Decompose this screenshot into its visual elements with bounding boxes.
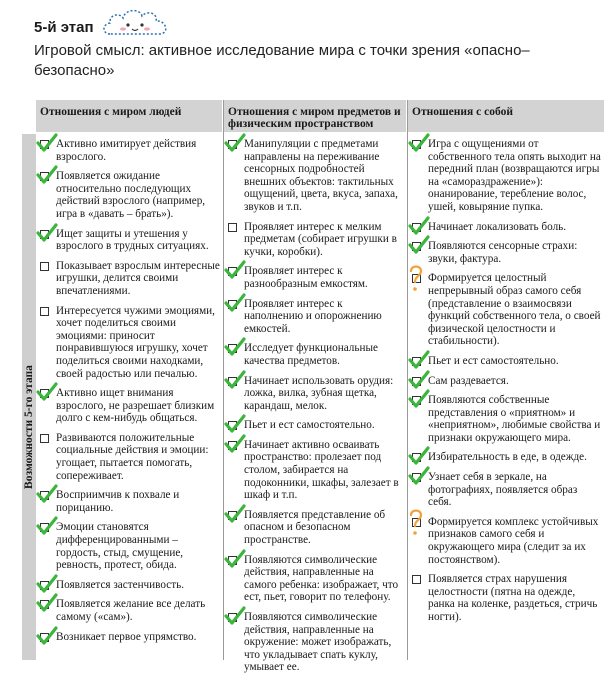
list-item: Появляется застенчивость. [40,579,220,592]
list-item: Появляется представление об опасном и безопасном пространстве. [228,509,404,547]
list-item: Начинает использовать орудия: ложка, вилка, зубная щетка, карандаш, мелок. [228,375,404,413]
cloud-icon [100,6,174,40]
list-item: Проявляет интерес к мелким предметам (собирает игрушки в кучки, коробки). [228,221,404,259]
list-item: Сам раздевается. [412,375,602,388]
list-item: Пьет и ест самостоятельно. [228,419,404,432]
stage-title: 5-й этап [34,18,94,36]
list-item: Избирательность в еде, в одежде. [412,451,602,464]
list-item: Активно ищет внимания взрослого, не разрешает близким долго с кем-нибудь общаться. [40,387,220,425]
checkmark-icon [224,336,246,358]
checkmark-icon [224,433,246,455]
checkmark-icon [36,132,58,154]
list-item: Восприимчив к похвале и порицанию. [40,489,220,514]
checkmark-icon [224,292,246,314]
list-item: Формируется целостный непрерывный образ самого себя (представление о взаимосвязи функций собственного тела, о своей физической целостности и стабильности). [412,272,602,348]
checkmark-icon [36,164,58,186]
checkmark-icon [36,381,58,403]
list-item: Появляются сенсорные страхи: звуки, фактура. [412,240,602,265]
list-item: Формируется комплекс устойчивых признаков самого себя и окружающего мира (следит за их постоянством). [412,516,602,566]
side-label-bar [22,134,36,660]
column-self [412,138,602,631]
list-item: Появляется ожидание относительно последующих действий взрослого (например, игра в «давать – брать»). [40,170,220,220]
column-objects [228,138,404,681]
stage-header [34,14,604,81]
stage-table [22,100,604,674]
checkmark-icon [224,259,246,281]
checkmark-icon [224,548,246,570]
question-mark-icon [408,264,424,294]
column-header-self: Отношения с собой [408,100,604,132]
list-item: Развиваются положительные социальные действия и эмоции: угощает, пытается помогать, сопереживает. [40,432,220,482]
column-people [40,138,220,650]
list-item: Исследует функциональные качества предметов. [228,342,404,367]
side-label: Возможности 5-го этапа [23,365,35,489]
checkmark-icon [224,369,246,391]
checkmark-icon [36,515,58,537]
list-item: Проявляет интерес к наполнению и опорожнению емкостей. [228,298,404,336]
list-item: Появляется желание все делать самому («сам»). [40,598,220,623]
list-item: Интересуется чужими эмоциями, хочет поделиться своими эмоциями: приносит понравившуюся игрушку, хочет поделиться своими находками, своей радостью или печалью. [40,305,220,381]
list-item: Показывает взрослым интересные игрушки, делится своими впечатлениями. [40,260,220,298]
list-item: Пьет и ест самостоятельно. [412,355,602,368]
checkmark-icon [224,132,246,154]
question-mark-icon [408,508,424,538]
list-item: Начинает активно осваивать пространство: пролезает под столом, забирается на подоконники, шкафы, залезает в шкаф и т.п. [228,439,404,502]
column-header-people: Отношения с миром людей [36,100,222,132]
list-item: Манипуляции с предметами направлены на переживание сенсорных подробностей внешних объектов: тактильных ощущений, цвета, вкуса, запаха, звуков и т.п. [228,138,404,214]
checkmark-icon [224,503,246,525]
list-item: Проявляет интерес к разнообразным емкостям. [228,265,404,290]
list-item: Игра с ощущениями от собственного тела опять выходит на передний план (возвращаются игры на «самораздражение»): онанирование, теребление волос, ушей, ковыряние пупка. [412,138,602,214]
list-item: Возникает первое упрямство. [40,631,220,644]
list-item: Ищет защиты и утешения у взрослого в трудных ситуациях. [40,228,220,253]
checkmark-icon [36,222,58,244]
checkmark-icon [36,483,58,505]
list-item: Появляются символические действия, направленные на самого ребенка: изображает, что ест, пьет, говорит по телефону. [228,554,404,604]
checkmark-icon [408,465,430,487]
checkmark-icon [408,234,430,256]
list-item: Узнает себя в зеркале, на фотографиях, появляется образ себя. [412,471,602,509]
list-item: Появляются символические действия, направленные на окружение: может изображать, что укладывает спать куклу, умывает ее. [228,611,404,674]
checkmark-icon [36,625,58,647]
list-item: Появляется страх нарушения целостности (пятна на одежде, ранка на коленке, раздеться, стричь ногти). [412,573,602,623]
checkmark-icon [408,388,430,410]
checkmark-icon [36,592,58,614]
checkmark-icon [408,132,430,154]
list-item: Эмоции становятся дифференцированными – гордость, стыд, смущение, ревность, протест, обида. [40,521,220,571]
checkmark-icon [224,605,246,627]
list-item: Активно имитирует действия взрослого. [40,138,220,163]
stage-subtitle: Игровой смысл: активное исследование мира с точки зрения «опасно–безопасно» [34,42,530,79]
list-item: Начинает локализовать боль. [412,221,602,234]
stage-title-row [34,14,604,40]
list-item: Появляются собственные представления о «приятном» и «неприятном», любимые свойства и признаки окружающего мира. [412,394,602,444]
column-header-objects: Отношения с миром предметов и физическим пространством [224,100,406,132]
